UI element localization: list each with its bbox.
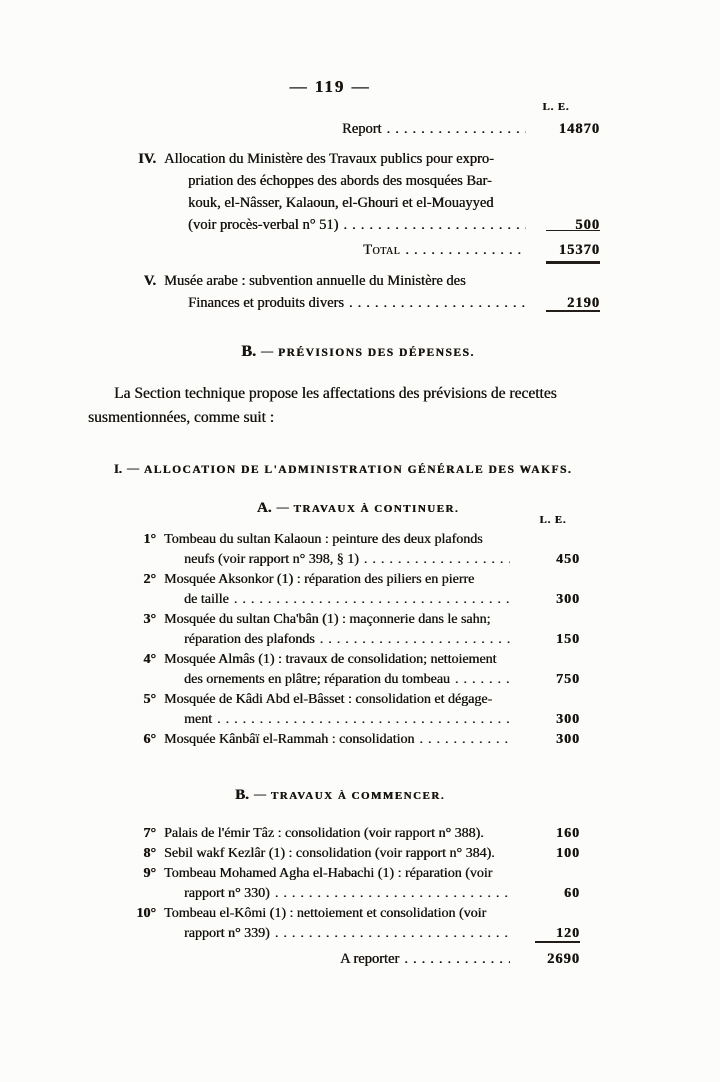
- list-item-line: [88, 884, 580, 904]
- list-item-line: [88, 610, 580, 630]
- item-text: Mosquée du sultan Cha'bân (1) : maçonnerie dans le sahn;: [164, 612, 491, 627]
- section-heading-travaux-commencer: [235, 786, 445, 804]
- dot-leader: [419, 730, 510, 750]
- item-numeral: 3°: [143, 612, 156, 627]
- heading-title: ALLOCATION DE L'ADMINISTRATION GÉNÉRALE DES WAKFS.: [143, 464, 573, 476]
- item-text: de taille: [184, 592, 229, 607]
- item-numeral: IV.: [138, 151, 156, 167]
- item-text: Finances et produits divers: [188, 295, 344, 311]
- item-text: Tombeau du sultan Kalaoun : peinture des deux plafonds: [164, 532, 483, 547]
- item-text: Mosquée de Kâdi Abd el-Bâsset : consolidation et dégage-: [164, 692, 493, 707]
- item-amount: 750: [556, 672, 580, 687]
- ledger-row-item-iv-cont: [88, 192, 600, 214]
- report-label: Report: [342, 121, 382, 137]
- item-numeral: 2°: [143, 572, 156, 587]
- section-heading-depenses: [241, 343, 474, 361]
- list-item-line: [88, 570, 580, 590]
- item-amount: 60: [564, 886, 580, 901]
- list-item-line: [88, 904, 580, 924]
- carry-forward-label: A reporter: [340, 951, 400, 967]
- item-numeral: 6°: [143, 732, 156, 747]
- dot-leader: [386, 118, 526, 140]
- item-text: Musée arabe : subvention annuelle du Ministère des: [164, 273, 466, 289]
- ledger-row-item-iv-last: [88, 214, 600, 236]
- item-text: (voir procès-verbal n° 51): [188, 217, 339, 233]
- dot-leader: [349, 292, 526, 314]
- heading-prefix: B.: [241, 343, 256, 360]
- receipts-ledger: [88, 118, 600, 312]
- list-item-line: [88, 844, 580, 864]
- heading-title: TRAVAUX À CONTINUER.: [293, 503, 460, 515]
- item-numeral: 1°: [143, 532, 156, 547]
- item-text: rapport n° 339): [184, 926, 270, 941]
- ledger-row-report: [88, 118, 600, 140]
- total-amount: 15370: [558, 242, 600, 258]
- item-amount: 150: [556, 632, 580, 647]
- item-amount: 120: [556, 926, 580, 941]
- dot-leader: [275, 924, 510, 944]
- item-amount: 300: [556, 712, 580, 727]
- item-text: des ornements en plâtre; réparation du tombeau: [184, 672, 450, 687]
- heading-title: TRAVAUX À COMMENCER.: [270, 790, 445, 802]
- item-amount: 450: [556, 552, 580, 567]
- item-numeral: 5°: [143, 692, 156, 707]
- ledger-row-item-iv-cont: [88, 170, 600, 192]
- dot-leader: [217, 710, 510, 730]
- item-text: Mosquée Almâs (1) : travaux de consolidation; nettoiement: [164, 652, 497, 667]
- ledger-row-item-iv: [88, 148, 600, 170]
- section-heading-allocation-wakfs: [114, 460, 572, 478]
- dot-leader: [405, 239, 526, 261]
- ledger-row-item-v-last: [88, 292, 600, 314]
- ledger-row-item-v: [88, 270, 600, 292]
- list-item-line: [88, 630, 580, 650]
- item-text: rapport n° 330): [184, 886, 270, 901]
- item-amount: 500: [575, 217, 600, 233]
- paragraph-line: La Section technique propose les affectations des prévisions de recettes: [114, 385, 557, 402]
- list-item-line: [88, 824, 580, 844]
- item-text: réparation des plafonds: [184, 632, 315, 647]
- travaux-commencer-list: [88, 824, 580, 944]
- heading-prefix: I.: [113, 462, 122, 476]
- item-numeral: 4°: [143, 652, 156, 667]
- carry-forward-amount: 2690: [547, 951, 580, 967]
- list-item-line: [88, 530, 580, 550]
- item-numeral: 8°: [143, 846, 156, 861]
- section-heading-travaux-continuer: [257, 499, 459, 517]
- heading-dash: —: [260, 344, 273, 358]
- heading-dash: —: [126, 461, 139, 475]
- item-text: kouk, el-Nâsser, Kalaoun, el-Ghouri et el-Mouayyed: [188, 195, 494, 211]
- total-label: Total: [363, 242, 401, 258]
- list-item-line: [88, 864, 580, 884]
- item-text: Mosquée Kânbâï el-Rammah : consolidation: [164, 732, 415, 747]
- item-text: Sebil wakf Kezlâr (1) : consolidation (voir rapport n° 384).: [164, 846, 495, 861]
- dot-leader: [320, 630, 510, 650]
- list-item-line: [88, 550, 580, 570]
- item-numeral: V.: [143, 273, 156, 289]
- list-item-line: [88, 924, 580, 944]
- ledger-row-total: [88, 239, 600, 261]
- dot-leader: [275, 884, 510, 904]
- intro-paragraph: [88, 382, 648, 430]
- sum-rule: [535, 941, 580, 943]
- heading-dash: —: [276, 500, 289, 514]
- dot-leader: [343, 214, 526, 236]
- item-amount: 300: [556, 732, 580, 747]
- page-number: — 119 —: [289, 77, 371, 96]
- dot-leader: [234, 590, 510, 610]
- item-text: Allocation du Ministère des Travaux publics pour expro-: [164, 151, 494, 167]
- item-text: Mosquée Aksonkor (1) : réparation des piliers en pierre: [164, 572, 475, 587]
- item-text: Palais de l'émir Tâz : consolidation (voir rapport n° 388).: [164, 826, 484, 841]
- paragraph-line: susmentionnées, comme suit :: [88, 409, 274, 426]
- ledger-row-reporter: [88, 949, 580, 969]
- item-amount: 160: [556, 826, 580, 841]
- carry-forward-row: [88, 949, 580, 969]
- dot-leader: [404, 949, 510, 969]
- item-text: ment: [184, 712, 212, 727]
- item-numeral: 9°: [143, 866, 156, 881]
- list-item-line: [88, 730, 580, 750]
- item-amount: 100: [556, 846, 580, 861]
- item-numeral: 10°: [136, 906, 156, 921]
- report-amount: 14870: [558, 121, 600, 137]
- heading-prefix: A.: [256, 500, 272, 516]
- item-amount: 2190: [567, 295, 600, 311]
- currency-label-mid: L. E.: [539, 515, 567, 526]
- list-item-line: [88, 650, 580, 670]
- list-item-line: [88, 670, 580, 690]
- item-amount: 300: [556, 592, 580, 607]
- item-numeral: 7°: [143, 826, 156, 841]
- list-item-line: [88, 710, 580, 730]
- dot-leader: [455, 670, 510, 690]
- total-rule: [546, 261, 600, 264]
- heading-title: PRÉVISIONS DES DÉPENSES.: [277, 347, 475, 359]
- item-text: neufs (voir rapport n° 398, § 1): [184, 552, 359, 567]
- list-item-line: [88, 590, 580, 610]
- item-text: Tombeau Mohamed Agha el-Habachi (1) : réparation (voir: [164, 866, 493, 881]
- item-text: priation des échoppes des abords des mosquées Bar-: [188, 173, 492, 189]
- heading-prefix: B.: [235, 787, 249, 803]
- list-item-line: [88, 690, 580, 710]
- dot-leader: [364, 550, 510, 570]
- item-text: Tombeau el-Kômi (1) : nettoiement et consolidation (voir: [164, 906, 487, 921]
- currency-label-top: L. E.: [542, 102, 570, 113]
- travaux-continuer-list: [88, 530, 580, 750]
- heading-dash: —: [253, 787, 266, 801]
